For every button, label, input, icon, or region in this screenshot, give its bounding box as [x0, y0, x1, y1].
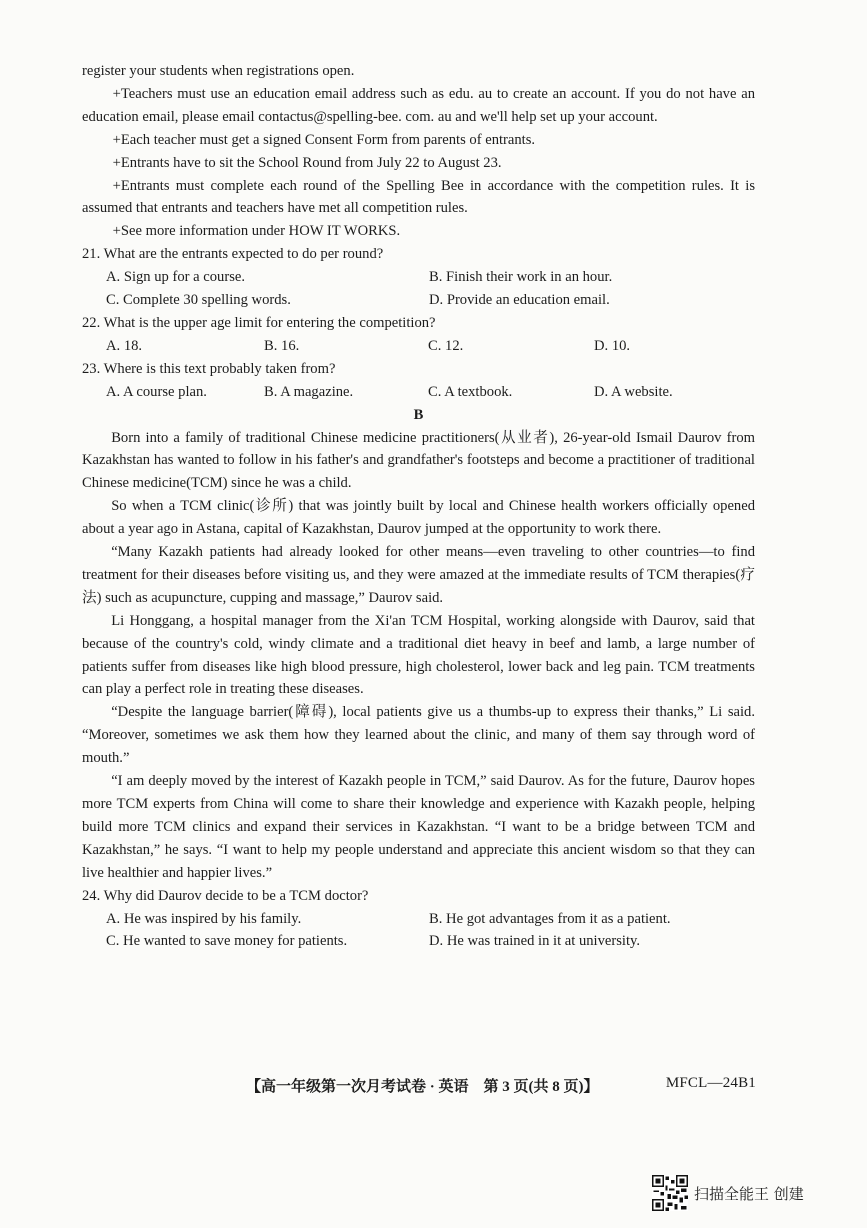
option-d[interactable]: D. A website. [594, 383, 673, 400]
rule-item: +See more information under HOW IT WORKS. [112, 223, 401, 240]
exam-code: MFCL—24B1 [665, 1075, 756, 1091]
scanner-watermark [652, 1175, 804, 1211]
option-a[interactable]: A. A course plan. [106, 383, 207, 400]
option-d[interactable]: D. 10. [594, 337, 631, 354]
question-stem: 22. What is the upper age limit for entering the competition? [82, 314, 436, 331]
watermark-text: 扫描全能王 创建 [694, 1184, 804, 1203]
question-stem: 24. Why did Daurov decide to be a TCM doctor? [82, 887, 369, 904]
question-21 [82, 243, 755, 312]
option-c[interactable]: C. A textbook. [428, 383, 513, 400]
question-stem: 21. What are the entrants expected to do per round? [82, 246, 384, 263]
passage-paragraph: “Many Kazakh patients had already looked for other means—even traveling to other countries—to find treatment for their diseases before visiting us, and they were amazed at the immediate results of TCM therapies(疗法) such as acupuncture, cupping and massage,” Daurov said. [82, 544, 755, 606]
option-c[interactable]: C. Complete 30 spelling words. [106, 292, 291, 309]
question-options [106, 266, 755, 312]
question-22 [82, 312, 755, 358]
option-b[interactable]: B. Finish their work in an hour. [429, 269, 613, 286]
passage-paragraph: Born into a family of traditional Chinese medicine practitioners(从业者), 26-year-old Ismail Daurov from Kazakhstan has wanted to follow in his father's and grandfather's footsteps and become a practitioner of traditional Chinese medicine(TCM) since he was a child. [82, 429, 755, 492]
passage-paragraph: So when a TCM clinic(诊所) that was jointly built by local and Chinese health workers officially opened about a year ago in Astana, capital of Kazakhstan, Daurov jumped at the opportunity to work there. [82, 498, 755, 538]
option-d[interactable]: D. He was trained in it at university. [429, 933, 641, 950]
page-content [82, 60, 755, 953]
exam-info: 【高一年级第一次月考试卷 · 英语 第 3 页(共 8 页)】 [246, 1079, 599, 1095]
rule-item: +Entrants have to sit the School Round from July 22 to August 23. [112, 154, 502, 171]
page-footer [246, 1075, 756, 1096]
question-24 [82, 885, 755, 954]
qr-code-icon [652, 1175, 688, 1211]
option-b[interactable]: B. 16. [264, 337, 300, 354]
intro-continuation: register your students when registrations open. [82, 63, 355, 79]
question-options [106, 908, 755, 954]
option-a[interactable]: A. He was inspired by his family. [106, 910, 302, 927]
rule-item: +Teachers must use an education email address such as edu. au to create an account. If you do not have an education email, please email contactus@spelling-bee. com. au and we'll help set up your account. [82, 85, 755, 125]
passage-paragraph: Li Honggang, a hospital manager from the Xi'an TCM Hospital, working alongside with Daurov, said that because of the country's cold, windy climate and a traditional diet heavy in beef and lamb, a large number of patients suffer from diseases like high blood pressure, high cholesterol, lower back and leg pain. TCM treatments can play a perfect role in treating these diseases. [82, 612, 755, 698]
question-options [106, 335, 755, 358]
passage-paragraph: “I am deeply moved by the interest of Kazakh people in TCM,” said Daurov. As for the future, Daurov hopes more TCM experts from China will come to share their knowledge and experience with Kazakh people, helping build more TCM clinics and expand their services in Kazakhstan. “I want to be a bridge between TCM and Kazakhstan,” he says. “I want to help my people understand and appreciate this ancient wisdom so that they can live healthier and happier lives.” [82, 773, 755, 881]
option-b[interactable]: B. He got advantages from it as a patient. [429, 910, 671, 927]
option-c[interactable]: C. He wanted to save money for patients. [106, 933, 348, 950]
rule-item: +Entrants must complete each round of the Spelling Bee in accordance with the competition rules. It is assumed that entrants and teachers have met all competition rules. [82, 177, 755, 217]
question-stem: 23. Where is this text probably taken from? [82, 360, 336, 377]
question-options [106, 381, 755, 404]
option-d[interactable]: D. Provide an education email. [429, 292, 610, 309]
option-b[interactable]: B. A magazine. [264, 383, 354, 400]
section-title: B [413, 406, 424, 423]
rule-item: +Each teacher must get a signed Consent Form from parents of entrants. [112, 131, 536, 148]
question-23 [82, 358, 755, 404]
option-c[interactable]: C. 12. [428, 337, 464, 354]
passage-paragraph: “Despite the language barrier(障碍), local patients give us a thumbs-up to express their thanks,” Li said. “Moreover, sometimes we ask them how they learned about the clinic, and many of them say through word of mouth.” [82, 704, 755, 767]
option-a[interactable]: A. Sign up for a course. [106, 269, 246, 286]
option-a[interactable]: A. 18. [106, 337, 143, 354]
